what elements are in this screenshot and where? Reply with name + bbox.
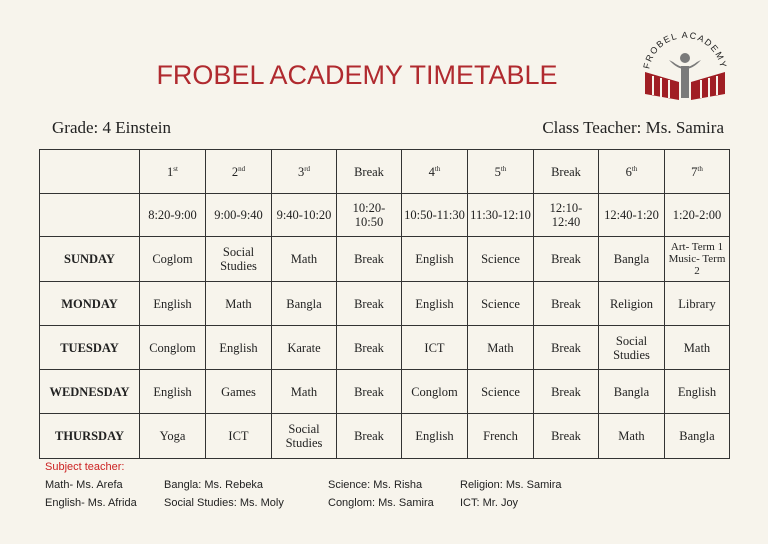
logo-text: FROBEL ACADEMY bbox=[641, 29, 729, 70]
subject-cell: Coglom bbox=[140, 237, 206, 282]
day-label: WEDNESDAY bbox=[40, 370, 140, 414]
subject-cell: Bangla bbox=[272, 282, 337, 326]
time-cell: 9:00-9:40 bbox=[206, 194, 272, 237]
subject-cell: Break bbox=[534, 237, 599, 282]
footer-teacher-item: English- Ms. Afrida bbox=[45, 497, 137, 509]
period-cell: 6th bbox=[599, 150, 665, 194]
time-cell: 12:10-12:40 bbox=[534, 194, 599, 237]
subject-cell: Conglom bbox=[402, 370, 468, 414]
subject-cell: Art- Term 1 Music- Term 2 bbox=[665, 237, 730, 282]
subject-cell: English bbox=[206, 326, 272, 370]
subject-cell: Math bbox=[665, 326, 730, 370]
subject-cell: Science bbox=[468, 282, 534, 326]
day-row-monday bbox=[40, 282, 730, 326]
day-label: SUNDAY bbox=[40, 237, 140, 282]
footer-teacher-item: ICT: Mr. Joy bbox=[460, 497, 519, 509]
time-cell: 11:30-12:10 bbox=[468, 194, 534, 237]
corner-cell bbox=[40, 150, 140, 194]
subject-cell: Library bbox=[665, 282, 730, 326]
day-row-thursday bbox=[40, 414, 730, 459]
day-label: THURSDAY bbox=[40, 414, 140, 459]
subject-cell: Math bbox=[272, 237, 337, 282]
page-title: FROBEL ACADEMY TIMETABLE bbox=[156, 60, 558, 90]
class-teacher-label: Class Teacher: Ms. Samira bbox=[542, 118, 724, 137]
subject-teacher-label: Subject teacher: bbox=[45, 461, 125, 473]
subject-cell: Math bbox=[599, 414, 665, 459]
period-cell: 4th bbox=[402, 150, 468, 194]
subject-cell: Games bbox=[206, 370, 272, 414]
subject-cell: Break bbox=[534, 282, 599, 326]
svg-text:FROBEL ACADEMY bbox=[641, 30, 728, 70]
time-cell: 1:20-2:00 bbox=[665, 194, 730, 237]
subject-cell: Break bbox=[337, 370, 402, 414]
period-cell: Break bbox=[337, 150, 402, 194]
subject-cell: Social Studies bbox=[272, 414, 337, 459]
timetable bbox=[39, 149, 730, 459]
subject-cell: Math bbox=[206, 282, 272, 326]
subject-cell: English bbox=[402, 414, 468, 459]
subject-cell: Break bbox=[337, 237, 402, 282]
corner-cell bbox=[40, 194, 140, 237]
subject-cell: Science bbox=[468, 237, 534, 282]
time-cell: 8:20-9:00 bbox=[140, 194, 206, 237]
subject-cell: Religion bbox=[599, 282, 665, 326]
subject-cell: ICT bbox=[206, 414, 272, 459]
subject-cell: Science bbox=[468, 370, 534, 414]
period-cell: 7th bbox=[665, 150, 730, 194]
subject-cell: Bangla bbox=[665, 414, 730, 459]
subject-cell: Break bbox=[534, 326, 599, 370]
footer-teacher-item: Science: Ms. Risha bbox=[328, 479, 423, 491]
subject-cell: Math bbox=[272, 370, 337, 414]
subject-cell: Karate bbox=[272, 326, 337, 370]
footer-teacher-item: Social Studies: Ms. Moly bbox=[164, 497, 284, 509]
subject-cell: English bbox=[402, 282, 468, 326]
day-label: TUESDAY bbox=[40, 326, 140, 370]
subject-cell: Break bbox=[534, 414, 599, 459]
subject-cell: French bbox=[468, 414, 534, 459]
subject-cell: English bbox=[140, 282, 206, 326]
subject-cell: English bbox=[140, 370, 206, 414]
time-cell: 12:40-1:20 bbox=[599, 194, 665, 237]
day-row-wednesday bbox=[40, 370, 730, 414]
period-cell: 5th bbox=[468, 150, 534, 194]
period-header-row bbox=[40, 150, 730, 194]
period-cell: 1st bbox=[140, 150, 206, 194]
subject-cell: Yoga bbox=[140, 414, 206, 459]
day-label: MONDAY bbox=[40, 282, 140, 326]
footer-teacher-item: Bangla: Ms. Rebeka bbox=[164, 479, 264, 491]
subject-cell: ICT bbox=[402, 326, 468, 370]
period-cell: Break bbox=[534, 150, 599, 194]
subject-cell: Social Studies bbox=[599, 326, 665, 370]
subject-cell: Break bbox=[337, 282, 402, 326]
time-cell: 10:20-10:50 bbox=[337, 194, 402, 237]
footer-teacher-item: Religion: Ms. Samira bbox=[460, 479, 562, 491]
footer-teacher-item: Conglom: Ms. Samira bbox=[328, 497, 434, 509]
subject-cell: Break bbox=[337, 326, 402, 370]
subject-cell: Break bbox=[337, 414, 402, 459]
footer-teacher-item: Math- Ms. Arefa bbox=[45, 479, 123, 491]
subject-cell: Bangla bbox=[599, 237, 665, 282]
day-row-tuesday bbox=[40, 326, 730, 370]
subject-cell: Conglom bbox=[140, 326, 206, 370]
subject-cell: English bbox=[665, 370, 730, 414]
time-cell: 9:40-10:20 bbox=[272, 194, 337, 237]
time-cell: 10:50-11:30 bbox=[402, 194, 468, 237]
period-cell: 3rd bbox=[272, 150, 337, 194]
subject-cell: Bangla bbox=[599, 370, 665, 414]
subject-cell: English bbox=[402, 237, 468, 282]
subject-cell: Math bbox=[468, 326, 534, 370]
time-row bbox=[40, 194, 730, 237]
academy-logo bbox=[635, 22, 735, 104]
grade-label: Grade: 4 Einstein bbox=[52, 118, 171, 137]
day-row-sunday bbox=[40, 237, 730, 282]
subject-cell: Break bbox=[534, 370, 599, 414]
subject-cell: Social Studies bbox=[206, 237, 272, 282]
period-cell: 2nd bbox=[206, 150, 272, 194]
